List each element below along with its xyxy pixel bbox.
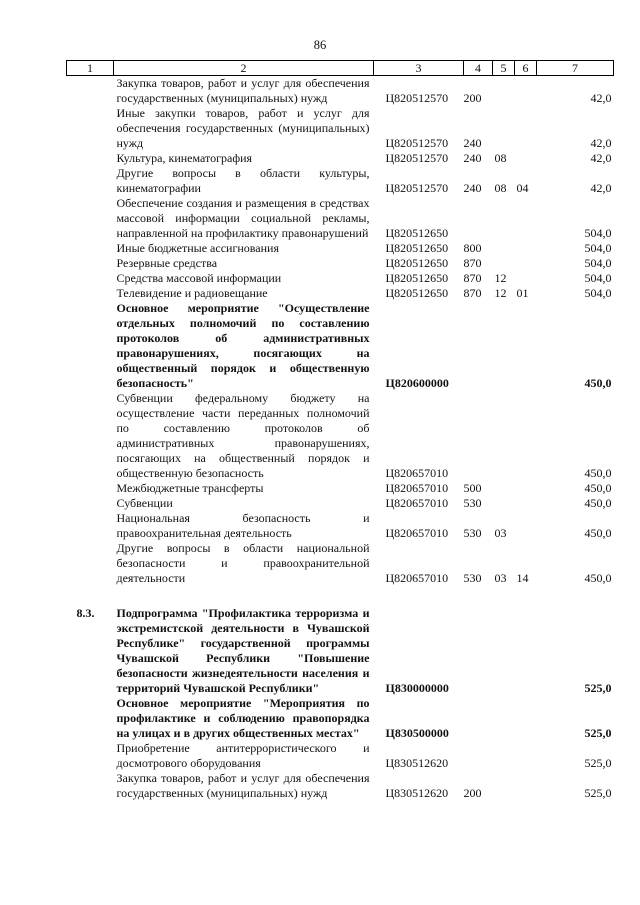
- row-expense-type: 530: [463, 526, 482, 540]
- table-body: [67, 76, 614, 802]
- header-col-6: 6: [515, 61, 537, 76]
- row-number: [67, 196, 114, 241]
- row-code: Ц820657010: [385, 481, 449, 495]
- row-section: [493, 606, 515, 696]
- row-code: Ц830000000: [385, 681, 449, 695]
- table-row: [67, 606, 614, 696]
- row-number: [67, 771, 114, 801]
- row-expense-type: 530: [463, 571, 482, 585]
- table-spacer-row: [67, 586, 614, 606]
- row-number: [67, 511, 114, 541]
- row-section: [493, 256, 515, 271]
- row-expense-type: 530: [463, 496, 482, 510]
- row-amount: 42,0: [590, 91, 612, 105]
- header-col-2: 2: [114, 61, 374, 76]
- row-amount: 450,0: [584, 496, 612, 510]
- row-name: Телевидение и радиовещание: [116, 286, 268, 300]
- header-col-4: 4: [464, 61, 493, 76]
- row-subsection: [515, 511, 537, 541]
- row-section: [493, 301, 515, 391]
- row-name: Субвенции: [116, 496, 173, 510]
- row-subsection: [515, 106, 537, 151]
- row-section: [493, 76, 515, 107]
- row-expense-type: 240: [463, 181, 482, 195]
- row-code: Ц820512650: [385, 241, 449, 255]
- row-expense-type: [464, 196, 493, 241]
- row-number: [67, 76, 114, 107]
- row-code: Ц820600000: [385, 376, 449, 390]
- row-name: Закупка товаров, работ и услуг для обеспечения государственных (муниципальных) нужд: [116, 771, 370, 800]
- row-subsection: [515, 151, 537, 166]
- row-amount: 504,0: [584, 286, 612, 300]
- row-section: [493, 771, 515, 801]
- row-amount: 450,0: [584, 526, 612, 540]
- row-section: [493, 391, 515, 481]
- table-row: [67, 106, 614, 151]
- row-number: [67, 166, 114, 196]
- table-row: [67, 771, 614, 801]
- row-section: 03: [494, 571, 507, 585]
- row-number: [67, 496, 114, 511]
- row-name: Обеспечение создания и размещения в средствах массовой информации социальной рекламы, направленной на профилактику правонарушений: [116, 196, 370, 240]
- row-code: Ц830512620: [385, 756, 449, 770]
- table-row: [67, 696, 614, 741]
- row-section: 03: [494, 526, 507, 540]
- row-expense-type: 240: [463, 136, 482, 150]
- row-code: Ц820512570: [385, 91, 449, 105]
- row-name: Основное мероприятие "Мероприятия по профилактике и соблюдению правопорядка на улицах и в других общественных местах": [116, 696, 370, 740]
- row-code: Ц830500000: [385, 726, 449, 740]
- table-row: [67, 391, 614, 481]
- row-subsection: 04: [516, 181, 529, 195]
- header-col-5: 5: [493, 61, 515, 76]
- row-section: [493, 241, 515, 256]
- row-number: [67, 391, 114, 481]
- table-row: [67, 241, 614, 256]
- row-name: Иные закупки товаров, работ и услуг для обеспечения государственных (муниципальных) нужд: [116, 106, 370, 150]
- row-amount: 450,0: [584, 376, 612, 390]
- table-row: [67, 151, 614, 166]
- row-section: [493, 106, 515, 151]
- row-code: Ц820657010: [385, 571, 449, 585]
- row-subsection: [515, 271, 537, 286]
- row-subsection: [515, 196, 537, 241]
- table-row: [67, 541, 614, 586]
- row-number: [67, 301, 114, 391]
- row-amount: 450,0: [584, 481, 612, 495]
- row-amount: 525,0: [584, 756, 612, 770]
- row-subsection: [515, 256, 537, 271]
- row-code: Ц820657010: [385, 466, 449, 480]
- row-subsection: [515, 301, 537, 391]
- row-subsection: [515, 496, 537, 511]
- row-name: Межбюджетные трансферты: [116, 481, 264, 495]
- row-expense-type: 800: [463, 241, 482, 255]
- row-name: Культура, кинематография: [116, 151, 253, 165]
- row-expense-type: 200: [463, 786, 482, 800]
- row-section: 08: [494, 181, 507, 195]
- row-number: [67, 256, 114, 271]
- row-number: [67, 696, 114, 741]
- row-code: Ц820657010: [385, 526, 449, 540]
- row-section: 12: [494, 286, 507, 300]
- row-code: Ц820512650: [385, 256, 449, 270]
- row-code: Ц830512620: [385, 786, 449, 800]
- row-subsection: [515, 481, 537, 496]
- budget-table: [66, 60, 614, 801]
- row-number: [67, 271, 114, 286]
- row-section: [493, 696, 515, 741]
- row-section: 08: [494, 151, 507, 165]
- table-row: [67, 76, 614, 107]
- row-amount: 450,0: [584, 571, 612, 585]
- row-code: Ц820657010: [385, 496, 449, 510]
- row-section: [493, 741, 515, 771]
- table-row: [67, 301, 614, 391]
- row-section: [493, 481, 515, 496]
- header-col-1: 1: [67, 61, 114, 76]
- row-name: Иные бюджетные ассигнования: [116, 241, 279, 255]
- row-number: [67, 481, 114, 496]
- spacer-cell: [67, 586, 614, 606]
- row-code: Ц820512570: [385, 181, 449, 195]
- row-amount: 525,0: [584, 681, 612, 695]
- row-name: Основное мероприятие "Осуществление отдельных полномочий по составлению протоколов об административных правонарушениях, посягающих на общественный порядок и общественную безопасность": [116, 301, 370, 390]
- row-amount: 504,0: [584, 226, 612, 240]
- row-section: [493, 196, 515, 241]
- row-code: Ц820512650: [385, 271, 449, 285]
- row-number: [67, 286, 114, 301]
- row-expense-type: [464, 696, 493, 741]
- row-subsection: [515, 696, 537, 741]
- table-row: [67, 741, 614, 771]
- table-row: [67, 166, 614, 196]
- row-code: Ц820512650: [385, 286, 449, 300]
- row-name: Подпрограмма "Профилактика терроризма и экстремистской деятельности в Чувашской Республике" государственной программы Чувашской Республики "Повышение безопасности жизнедеятельности населения и территорий Чувашской Республики": [116, 606, 370, 695]
- row-number: [67, 151, 114, 166]
- row-amount: 504,0: [584, 256, 612, 270]
- row-name: Национальная безопасность и правоохранительная деятельность: [116, 511, 370, 540]
- row-expense-type: 870: [463, 271, 482, 285]
- row-subsection: [515, 241, 537, 256]
- row-name: Другие вопросы в области национальной безопасности и правоохранительной деятельности: [116, 541, 370, 585]
- row-name: Субвенции федеральному бюджету на осуществление части переданных полномочий по составлению протоколов об административных правонарушениях, посягающих на общественный порядок и общественную безопасность: [116, 391, 370, 480]
- row-expense-type: 200: [463, 91, 482, 105]
- table-row: [67, 256, 614, 271]
- table-header: [67, 61, 614, 76]
- row-expense-type: 240: [463, 151, 482, 165]
- table-row: [67, 271, 614, 286]
- table-row: [67, 511, 614, 541]
- row-name: Закупка товаров, работ и услуг для обеспечения государственных (муниципальных) нужд: [116, 76, 370, 105]
- row-number: [67, 741, 114, 771]
- row-code: Ц820512570: [385, 136, 449, 150]
- row-subsection: 14: [516, 571, 529, 585]
- row-section: 12: [494, 271, 507, 285]
- row-expense-type: [464, 301, 493, 391]
- row-number: [67, 541, 114, 586]
- row-amount: 525,0: [584, 786, 612, 800]
- row-expense-type: [464, 741, 493, 771]
- row-name: Средства массовой информации: [116, 271, 282, 285]
- row-name: Другие вопросы в области культуры, кинематографии: [116, 166, 370, 195]
- row-expense-type: [464, 391, 493, 481]
- header-col-3: 3: [374, 61, 464, 76]
- row-expense-type: 870: [463, 256, 482, 270]
- row-name: Резервные средства: [116, 256, 218, 270]
- page-number: 86: [313, 38, 327, 52]
- row-number: [67, 241, 114, 256]
- row-subsection: [515, 741, 537, 771]
- row-subsection: 01: [516, 286, 529, 300]
- table-row: [67, 481, 614, 496]
- row-amount: 525,0: [584, 726, 612, 740]
- row-expense-type: 500: [463, 481, 482, 495]
- row-amount: 42,0: [590, 151, 612, 165]
- row-subsection: [515, 771, 537, 801]
- row-subsection: [515, 391, 537, 481]
- row-section: [493, 496, 515, 511]
- table-row: [67, 196, 614, 241]
- row-expense-type: [464, 606, 493, 696]
- row-code: Ц820512650: [385, 226, 449, 240]
- row-expense-type: 870: [463, 286, 482, 300]
- row-number: [67, 106, 114, 151]
- row-amount: 504,0: [584, 241, 612, 255]
- row-subsection: [515, 606, 537, 696]
- row-name: Приобретение антитеррористического и досмотрового оборудования: [116, 741, 370, 770]
- row-code: Ц820512570: [385, 151, 449, 165]
- row-number: 8.3.: [76, 606, 95, 620]
- row-amount: 450,0: [584, 466, 612, 480]
- row-amount: 42,0: [590, 136, 612, 150]
- table-row: [67, 286, 614, 301]
- row-amount: 42,0: [590, 181, 612, 195]
- header-col-7: 7: [537, 61, 614, 76]
- row-amount: 504,0: [584, 271, 612, 285]
- row-subsection: [515, 76, 537, 107]
- table-row: [67, 496, 614, 511]
